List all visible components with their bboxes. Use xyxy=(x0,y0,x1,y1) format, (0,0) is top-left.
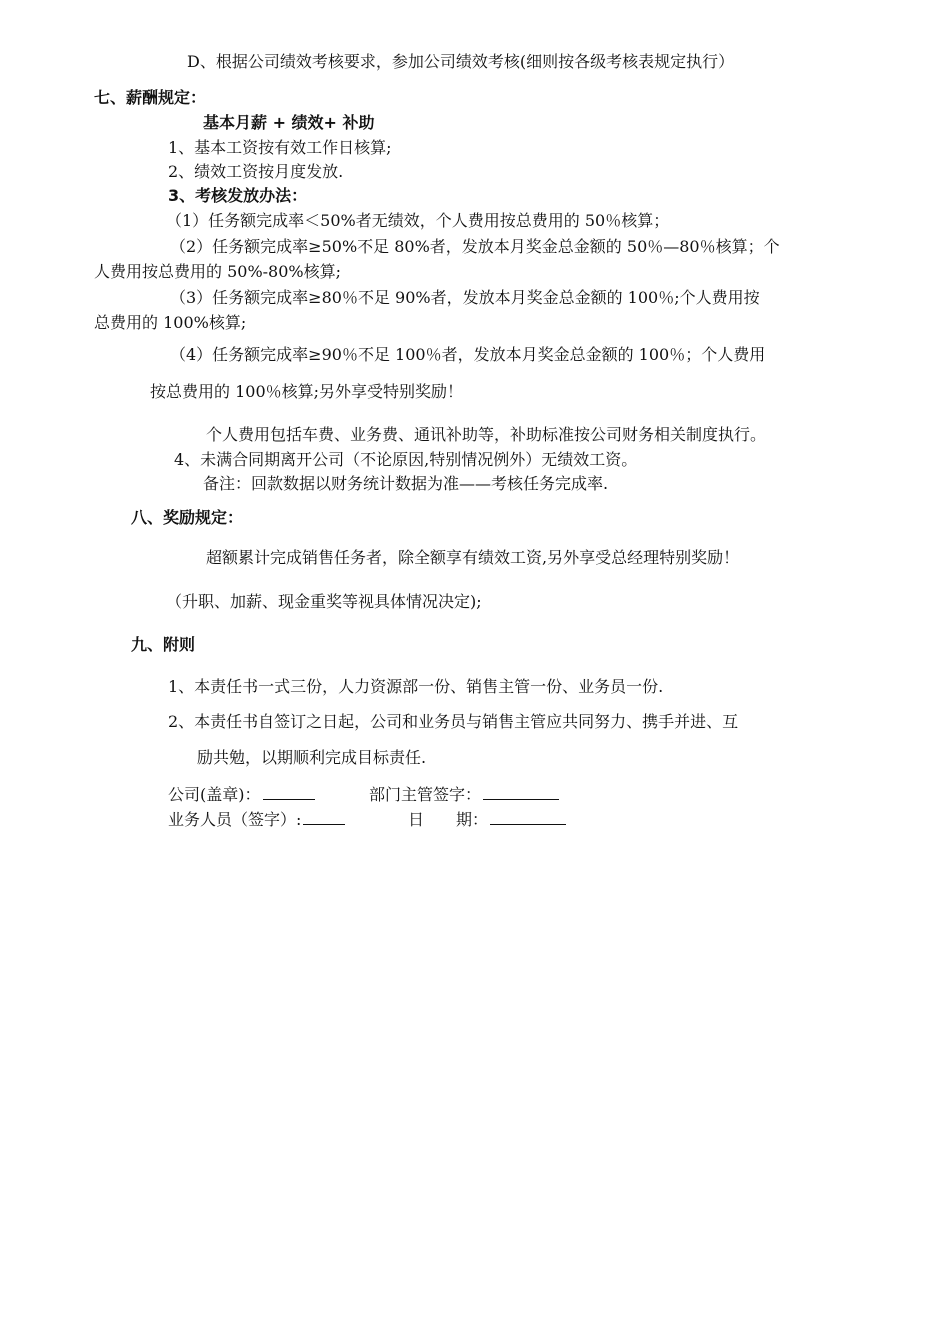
date-row xyxy=(408,808,566,830)
section-7-title: 七、薪酬规定： xyxy=(94,88,207,107)
date-blank[interactable] xyxy=(490,808,566,825)
rule-1: （1）任务额完成率＜50%者无绩效，个人费用按总费用的 50％核算； xyxy=(166,211,670,230)
salary-item-2: 2、绩效工资按月度发放. xyxy=(168,162,344,181)
company-seal-blank[interactable] xyxy=(263,783,315,800)
appendix-item-2-line-1: 2、本责任书自签订之日起，公司和业务员与销售主管应共同努力、携手并进、互 xyxy=(168,712,739,731)
rule-2-line-1: （2）任务额完成率≥50%不足 80%者，发放本月奖金总金额的 50％—80％核算；个 xyxy=(170,237,780,256)
reward-text-1: 超额累计完成销售任务者，除全额享有绩效工资,另外享受总经理特别奖励！ xyxy=(206,548,740,567)
staff-sign-row xyxy=(168,808,345,830)
clause-d: D、根据公司绩效考核要求，参加公司绩效考核(细则按各级考核表规定执行） xyxy=(187,52,735,71)
date-label: 日 期： xyxy=(408,810,489,829)
section-8-title: 八、奖励规定： xyxy=(131,508,244,527)
manager-sign-row xyxy=(369,783,559,805)
rule-2-line-2: 人费用按总费用的 50%-80%核算; xyxy=(94,262,342,281)
salary-formula: 基本月薪 + 绩效+ 补助 xyxy=(203,113,375,132)
company-seal-row xyxy=(168,783,315,805)
manager-sign-blank[interactable] xyxy=(483,783,559,800)
salary-item-4: 4、未满合同期离开公司（不论原因,特别情况例外）无绩效工资。 xyxy=(174,450,638,469)
salary-item-1: 1、基本工资按有效工作日核算; xyxy=(168,138,392,157)
section-9-title: 九、附则 xyxy=(131,635,196,654)
staff-sign-blank[interactable] xyxy=(303,808,345,825)
expense-note: 个人费用包括车费、业务费、通讯补助等，补助标准按公司财务相关制度执行。 xyxy=(206,425,767,444)
company-seal-label: 公司(盖章)： xyxy=(168,785,261,804)
staff-sign-label: 业务人员（签字）: xyxy=(168,810,302,829)
rule-4-line-1: （4）任务额完成率≥90％不足 100％者，发放本月奖金总金额的 100％；个人费用 xyxy=(170,345,766,364)
salary-item-3-title: 3、考核发放办法： xyxy=(168,186,308,205)
reward-text-2: （升职、加薪、现金重奖等视具体情况决定); xyxy=(166,592,482,611)
appendix-item-1: 1、本责任书一式三份，人力资源部一份、销售主管一份、业务员一份. xyxy=(168,677,664,696)
rule-4-line-2: 按总费用的 100％核算;另外享受特别奖励！ xyxy=(150,382,464,401)
rule-3-line-2: 总费用的 100%核算; xyxy=(94,313,247,332)
manager-sign-label: 部门主管签字： xyxy=(369,785,482,804)
remark: 备注：回款数据以财务统计数据为准——考核任务完成率. xyxy=(203,474,609,493)
appendix-item-2-line-2: 励共勉，以期顺利完成目标责任. xyxy=(197,748,427,767)
rule-3-line-1: （3）任务额完成率≥80％不足 90%者，发放本月奖金总金额的 100％;个人费用按 xyxy=(170,288,760,307)
